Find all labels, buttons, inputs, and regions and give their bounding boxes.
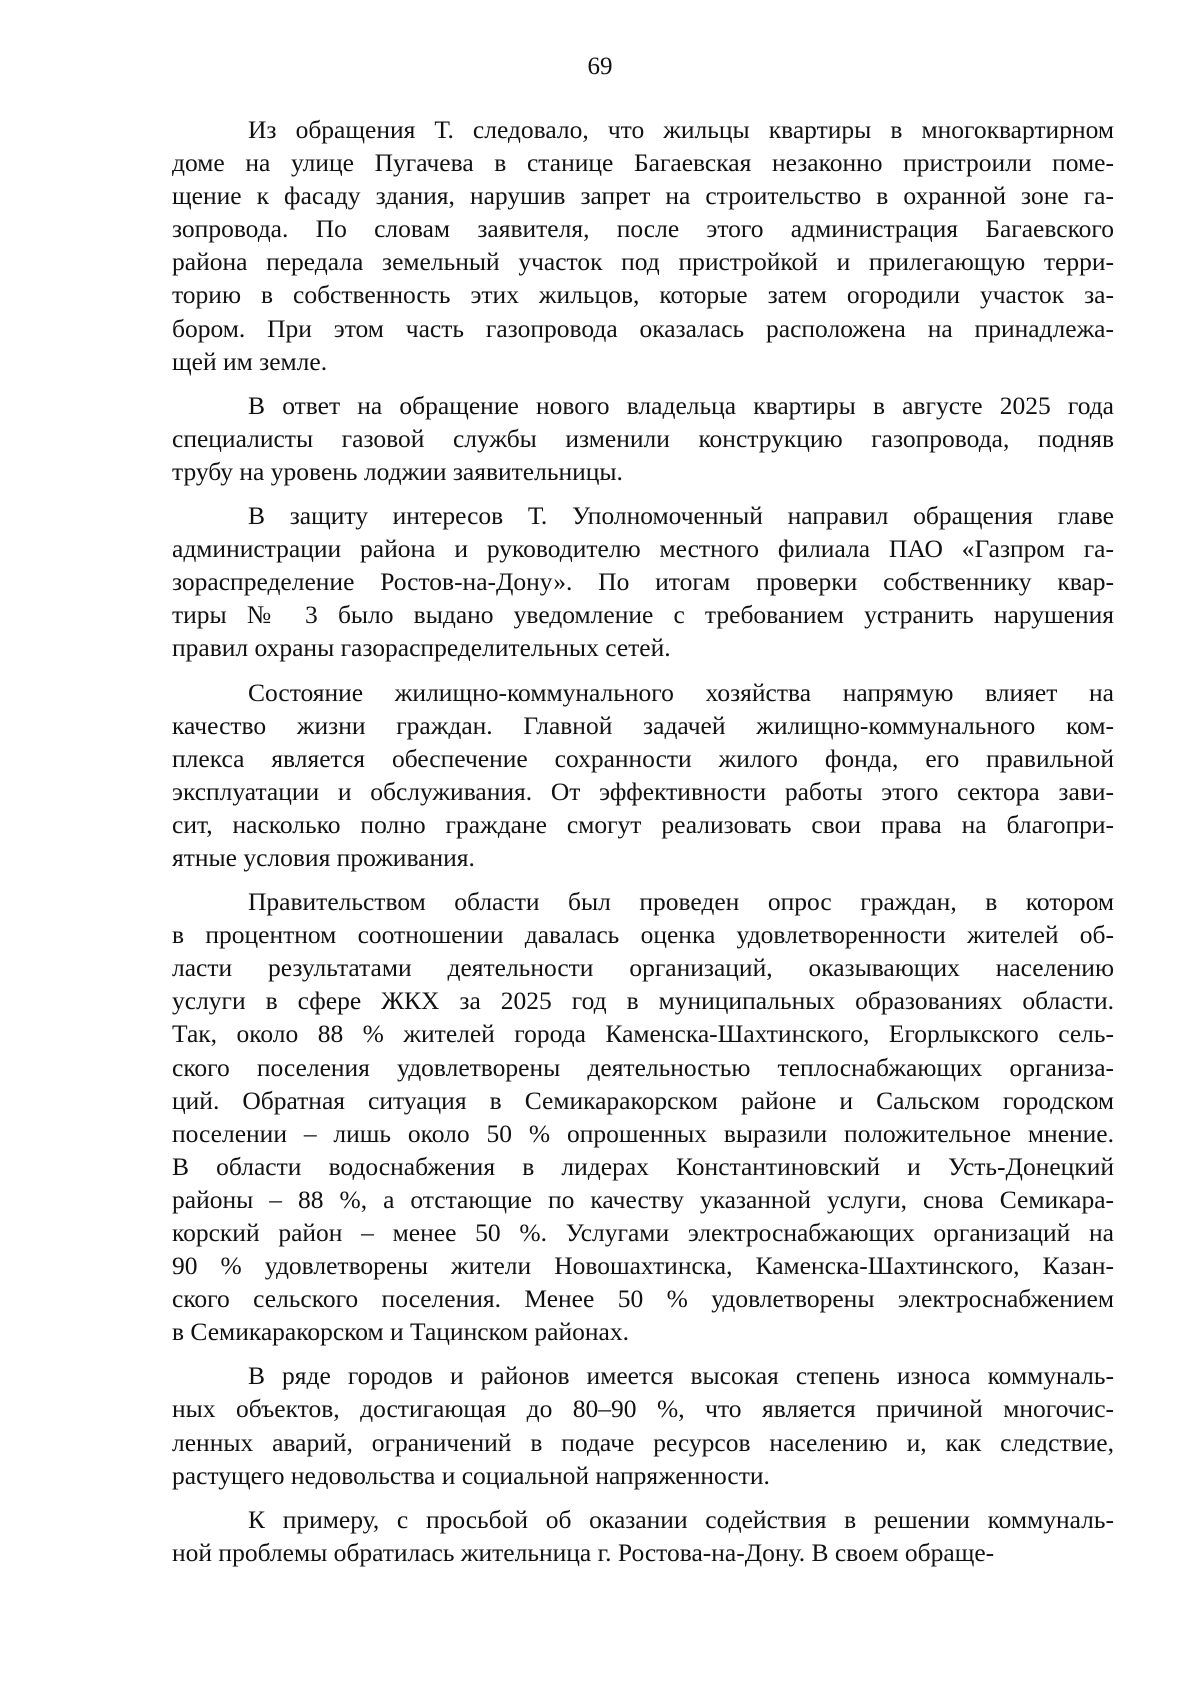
text-line: тиры № 3 было выдано уведомление с требованием устранить нарушения (172, 600, 1114, 630)
text-line: ных объектов, достигающая до 80–90 %, что является причиной многочис- (172, 1394, 1114, 1424)
text-line: ленных аварий, ограничений в подаче ресурсов населению и, как следствие, (172, 1427, 1114, 1457)
text-line: в Семикаракорском и Тацинском районах. (172, 1317, 629, 1347)
text-line: корский район – менее 50 %. Услугами электроснабжающих организаций на (172, 1218, 1114, 1247)
text-line: В ряде городов и районов имеется высокая степень износа коммуналь- (248, 1361, 1114, 1391)
text-line: ласти результатами деятельности организаций, оказывающих населению (172, 953, 1114, 983)
text-line: ятные условия проживания. (172, 842, 475, 872)
text-line: 90 % удовлетворены жители Новошахтинска, Каменска-Шахтинского, Казан- (172, 1251, 1114, 1281)
text-line: района передала земельный участок под пристройкой и прилегающую терри- (172, 247, 1114, 277)
text-line: ского сельского поселения. Менее 50 % удовлетворены электроснабжением (172, 1284, 1114, 1314)
text-line: трубу на уровень лоджии заявительницы. (172, 456, 623, 486)
text-line: качество жизни граждан. Главной задачей жилищно-коммунального ком- (172, 710, 1114, 740)
text-line: зораспределение Ростов-на-Дону». По итогам проверки собственнику квар- (172, 567, 1114, 597)
text-line: в процентном соотношении давалась оценка удовлетворенности жителей об- (172, 920, 1114, 950)
text-line: зопровода. По словам заявителя, после этого администрация Багаевского (172, 214, 1114, 244)
text-line: районы – 88 %, а отстающие по качеству указанной услуги, снова Семикара- (172, 1184, 1114, 1214)
body-text (172, 113, 1114, 1580)
text-line: щение к фасаду здания, нарушив запрет на строительство в охранной зоне га- (172, 181, 1114, 211)
text-line: плекса является обеспечение сохранности жилого фонда, его правильной (172, 743, 1114, 773)
paragraph (172, 1359, 1114, 1491)
text-line: доме на улице Пугачева в станице Багаевская незаконно пристроили поме- (172, 148, 1114, 178)
page-number: 69 (587, 53, 613, 80)
text-line: Из обращения Т. следовало, что жильцы квартиры в многоквартирном (248, 115, 1114, 144)
text-line: услуги в сфере ЖКХ за 2025 год в муниципальных образованиях области. (172, 986, 1114, 1016)
text-line: правил охраны газораспределительных сетей. (172, 633, 671, 663)
paragraph (172, 676, 1114, 875)
text-line: администрации района и руководителю местного филиала ПАО «Газпром га- (172, 534, 1114, 564)
text-line: ского поселения удовлетворены деятельностью теплоснабжающих организа- (172, 1052, 1114, 1082)
text-line: Состояние жилищно-коммунального хозяйства напрямую влияет на (248, 677, 1114, 707)
text-line: сит, насколько полно граждане смогут реализовать свои права на благопри- (172, 809, 1114, 839)
paragraph (172, 885, 1114, 1348)
paragraph (172, 1503, 1114, 1569)
text-line: специалисты газовой службы изменили конструкцию газопровода, подняв (172, 423, 1114, 453)
paragraph (172, 389, 1114, 488)
text-line: торию в собственность этих жильцов, которые затем огородили участок за- (172, 280, 1114, 310)
text-line: В защиту интересов Т. Уполномоченный направил обращения главе (248, 501, 1114, 531)
text-line: К примеру, с просьбой об оказании содействия в решении коммуналь- (248, 1504, 1114, 1534)
text-line: В области водоснабжения в лидерах Константиновский и Усть-Донецкий (172, 1151, 1114, 1181)
paragraph (172, 113, 1114, 378)
text-line: щей им земле. (172, 346, 328, 376)
paragraph (172, 499, 1114, 664)
text-line: эксплуатации и обслуживания. От эффективности работы этого сектора зави- (172, 776, 1114, 806)
text-line: растущего недовольства и социальной напряженности. (172, 1460, 770, 1490)
text-line: Правительством области был проведен опрос граждан, в котором (248, 887, 1114, 917)
text-line: ной проблемы обратилась жительница г. Ростова-на-Дону. В своем обраще- (172, 1537, 995, 1567)
text-line: Так, около 88 % жителей города Каменска-Шахтинского, Егорлыкского сель- (172, 1019, 1114, 1049)
text-line: бором. При этом часть газопровода оказалась расположена на принадлежа- (172, 313, 1114, 343)
text-line: ций. Обратная ситуация в Семикаракорском районе и Сальском городском (172, 1085, 1114, 1115)
text-line: поселении – лишь около 50 % опрошенных выразили положительное мнение. (172, 1118, 1114, 1148)
text-line: В ответ на обращение нового владельца квартиры в августе 2025 года (248, 390, 1114, 420)
